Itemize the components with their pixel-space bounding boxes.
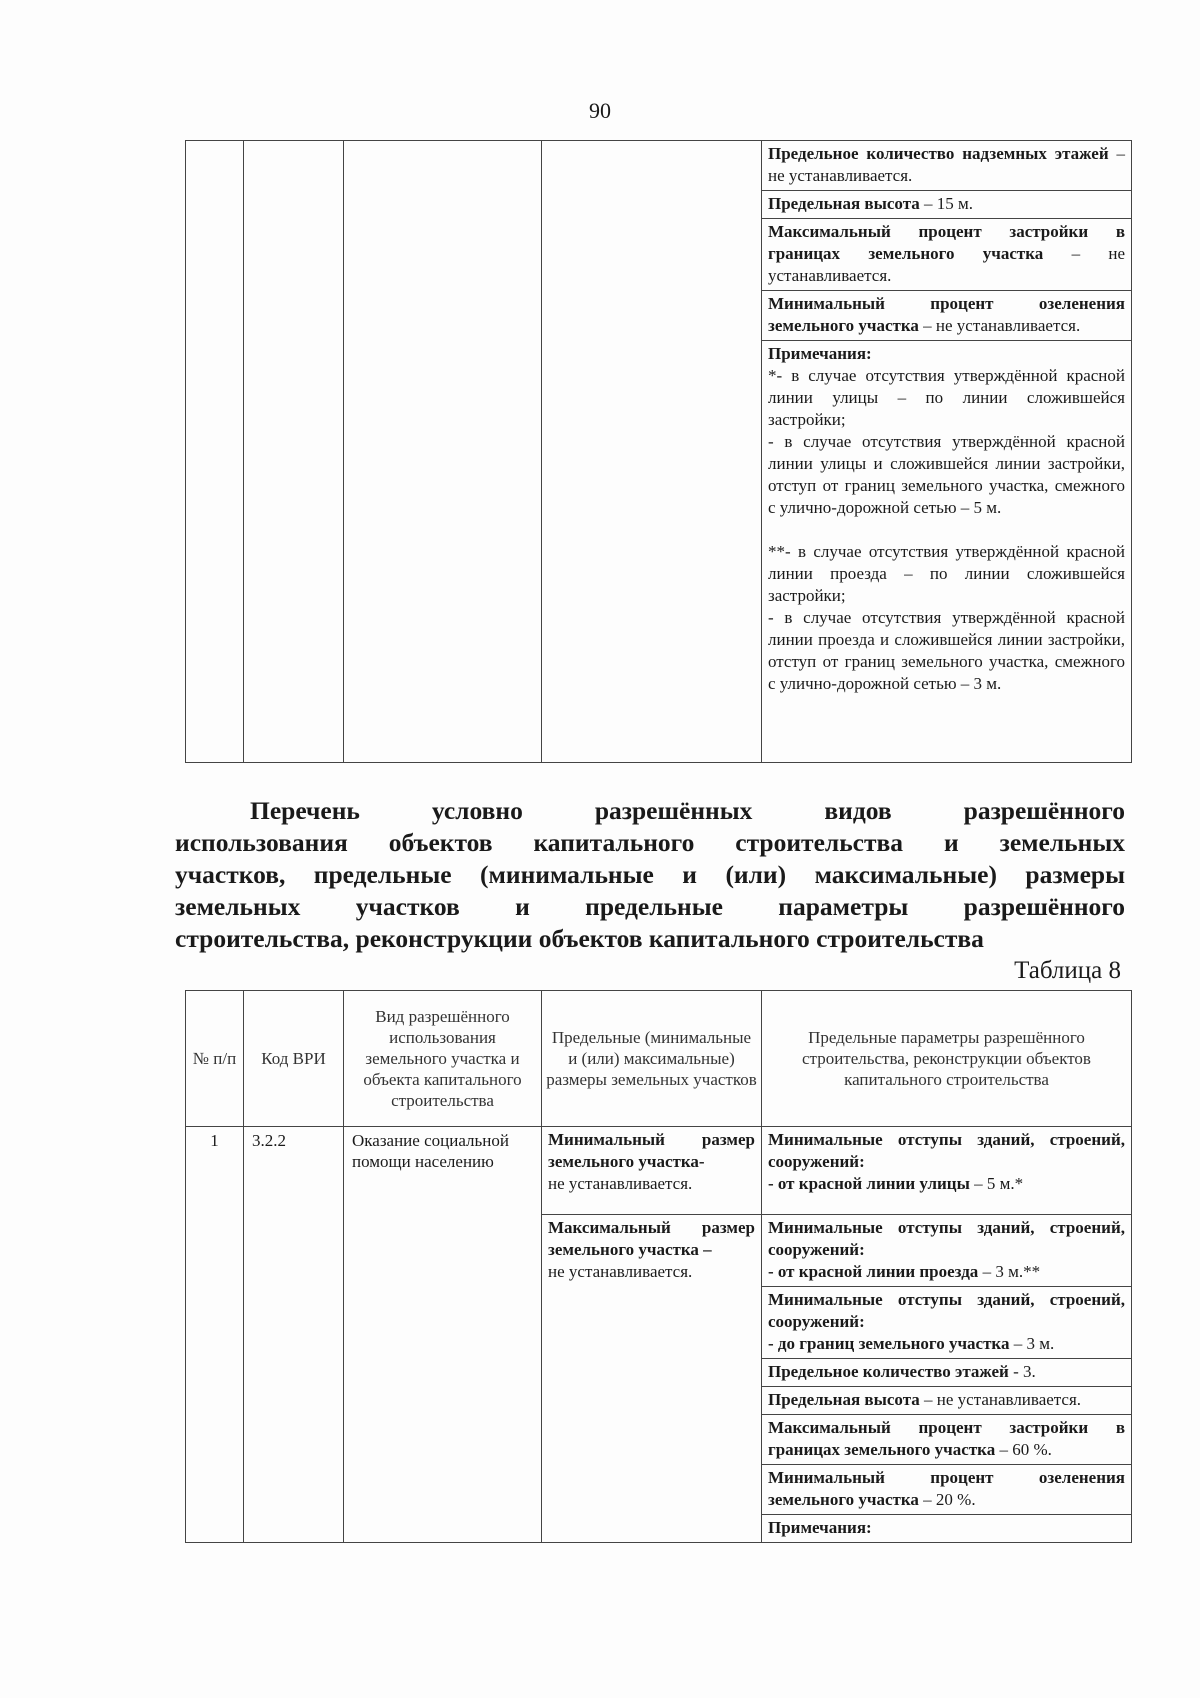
empty-cell (244, 141, 344, 763)
note-1: *- в случае отсутствия утверждённой красной линии улицы – по линии сложившейся застройки; (768, 366, 1125, 429)
param-floors: Предельное количество надземных этажей – не устанавливается. (762, 141, 1131, 191)
row-sizes (542, 1127, 762, 1543)
continuation-table (185, 140, 1132, 763)
row-num: 1 (186, 1127, 244, 1543)
parameters-cell (762, 141, 1132, 763)
table-label: Таблица 8 (1014, 957, 1121, 984)
main-table (185, 990, 1132, 1543)
header-size: Предельные (минимальные и (или) максимальные) размеры земельных участков (542, 991, 762, 1127)
size-min: Минимальный размер земельного участка- не устанавливается. (542, 1127, 761, 1215)
notes: Примечания: *- в случае отсутствия утверждённой красной линии улицы – по линии сложившейся застройки; - в случае отсутствия утверждённой красной линии улицы и сложившейся линии застройки, отступ от границ земельного участка, смежного с улично-дорожной сетью – 5 м. **- в случае отсутствия утверждённой красной линии проезда – по линии сложившейся застройки; - в случае отсутствия утверждённой красной линии проезда и сложившейся линии застройки, отступ от границ земельного участка, смежного с улично-дорожной сетью – 3 м. (768, 344, 1125, 693)
param-setback-boundary: Минимальные отступы зданий, строений, сооружений: - до границ земельного участка – 3 м. (762, 1287, 1131, 1359)
param-floors: Предельное количество этажей - 3. (762, 1359, 1131, 1387)
header-code: Код ВРИ (244, 991, 344, 1127)
note-3: **- в случае отсутствия утверждённой красной линии проезда – по линии сложившейся застройки; (768, 542, 1125, 605)
empty-cell (542, 141, 762, 763)
row-kind: Оказание социальной помощи населению (344, 1127, 542, 1543)
note-2: - в случае отсутствия утверждённой красной линии улицы и сложившейся линии застройки, отступ от границ земельного участка, смежного с улично-дорожной сетью – 5 м. (768, 432, 1125, 517)
param-min-green: Минимальный процент озеленения земельного участка – 20 %. (762, 1465, 1131, 1515)
param-max-build: Максимальный процент застройки в границах земельного участка – 60 %. (762, 1415, 1131, 1465)
header-kind: Вид разрешённого использования земельного участка и объекта капитального строительства (344, 991, 542, 1127)
header-params: Предельные параметры разрешённого строительства, реконструкции объектов капитального строительства (762, 991, 1132, 1127)
param-setback-passage: Минимальные отступы зданий, строений, сооружений: - от красной линии проезда – 3 м.** (762, 1215, 1131, 1287)
row-code: 3.2.2 (244, 1127, 344, 1543)
section-heading: Перечень условно разрешённых видов разрешённого использования объектов капитального строительства и земельных участков, предельные (минимальные и (или) максимальные) размеры земельных участков и предельные параметры разрешённого строительства, реконструкции объектов капитального строительства (175, 796, 1125, 953)
empty-cell (344, 141, 542, 763)
size-max: Максимальный размер земельного участка – не устанавливается. (548, 1218, 755, 1281)
header-num: № п/п (186, 991, 244, 1127)
param-height: Предельная высота – 15 м. (762, 191, 1131, 219)
param-height: Предельная высота – не устанавливается. (762, 1387, 1131, 1415)
row-params (762, 1127, 1132, 1543)
note-4: - в случае отсутствия утверждённой красной линии проезда и сложившейся линии застройки, отступ от границ земельного участка, смежного с улично-дорожной сетью – 3 м. (768, 608, 1125, 693)
page-number: 90 (589, 98, 611, 123)
param-min-green: Минимальный процент озеленения земельного участка – не устанавливается. (762, 291, 1131, 341)
param-setback-street: Минимальные отступы зданий, строений, сооружений: - от красной линии улицы – 5 м.* (762, 1127, 1131, 1215)
notes-title: Примечания: (768, 1518, 872, 1537)
empty-cell (186, 141, 244, 763)
param-max-build: Максимальный процент застройки в границах земельного участка – не устанавливается. (762, 219, 1131, 291)
